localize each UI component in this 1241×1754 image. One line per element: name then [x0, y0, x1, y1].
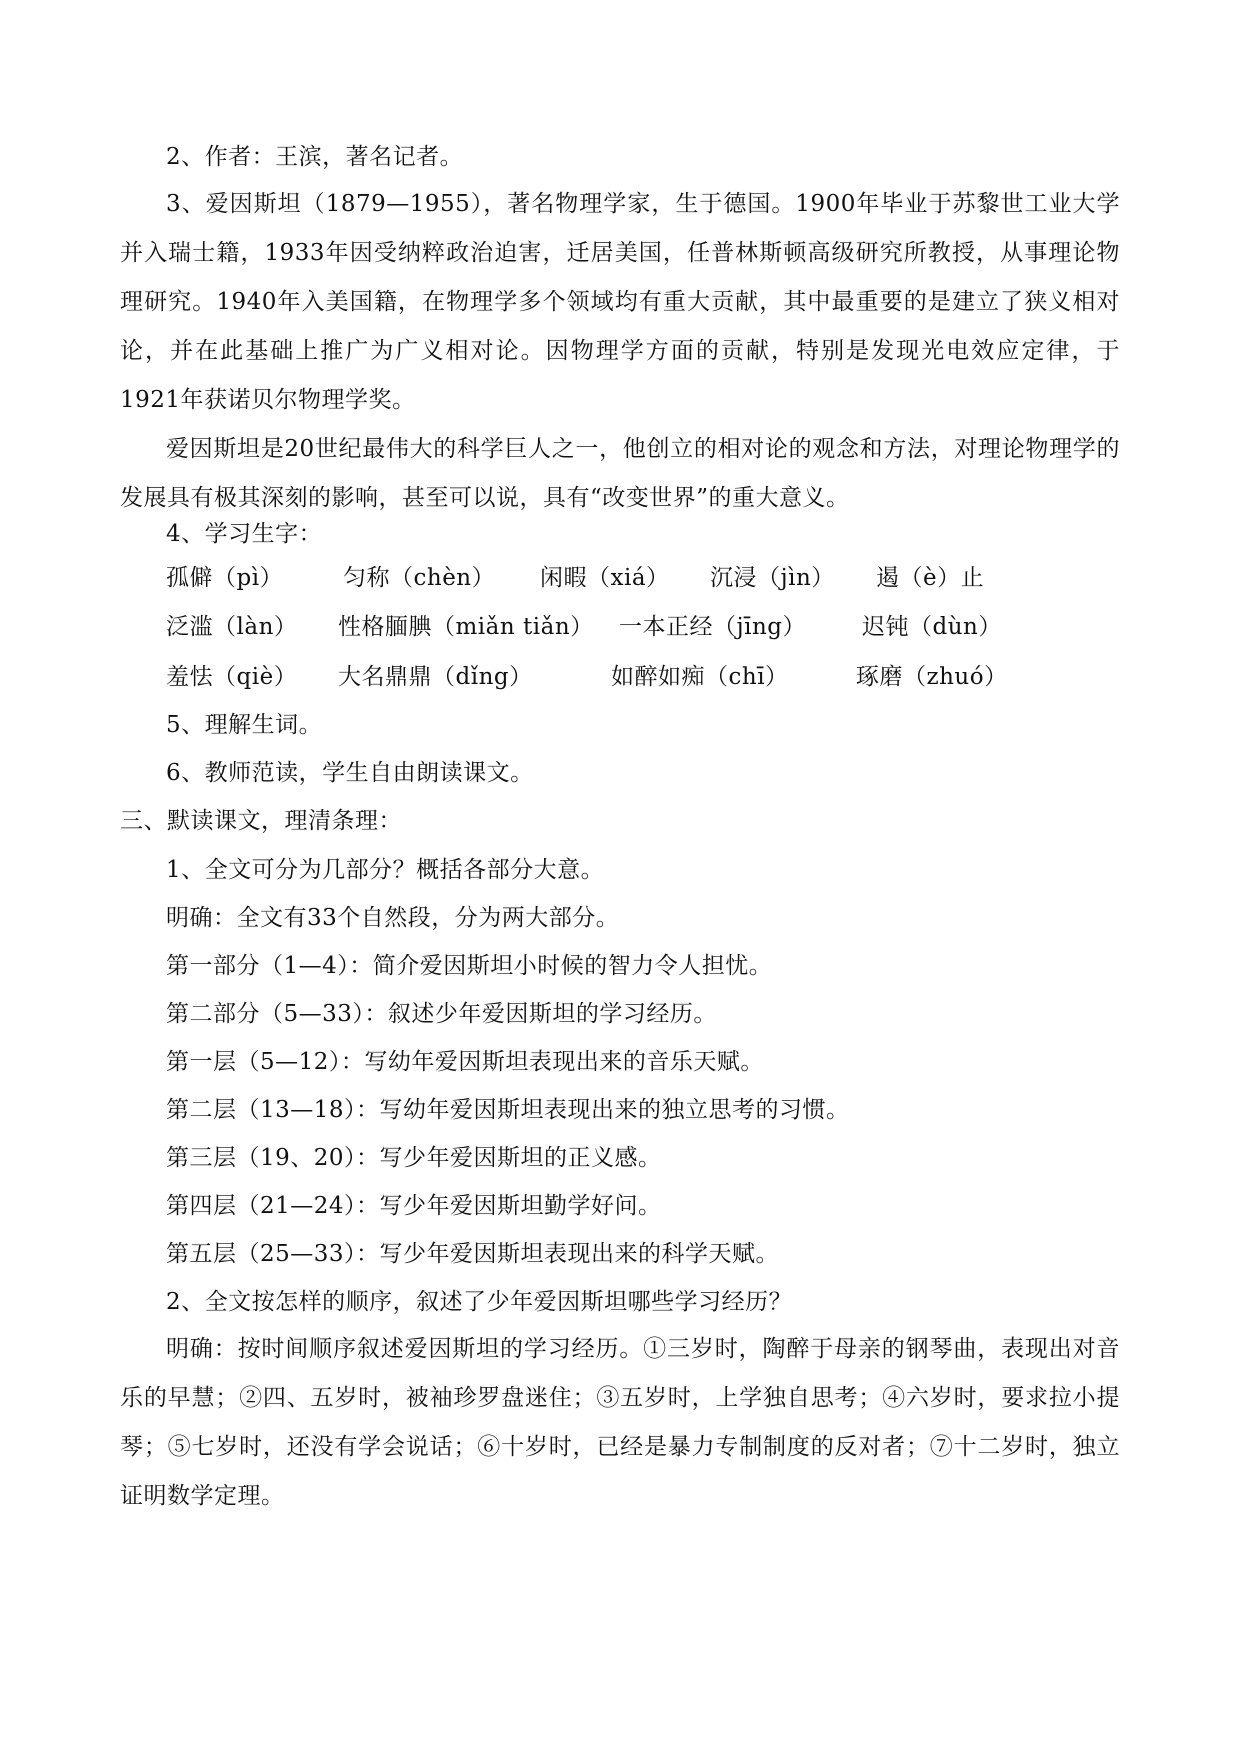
layer-2: 第二层（13—18）：写幼年爱因斯坦表现出来的独立思考的习惯。	[166, 1097, 850, 1123]
question-1: 1、全文可分为几部分？概括各部分大意。	[166, 857, 605, 883]
teacher-reading-line: 6、教师范读，学生自由朗读课文。	[166, 760, 534, 786]
layer-1: 第一层（5—12）：写幼年爱因斯坦表现出来的音乐天赋。	[166, 1049, 764, 1075]
vocab-item: 闲暇（xiá）	[540, 565, 670, 591]
layer-5: 第五层（25—33）：写少年爱因斯坦表现出来的科学天赋。	[166, 1241, 780, 1267]
layer-4: 第四层（21—24）：写少年爱因斯坦勤学好问。	[166, 1193, 662, 1219]
vocab-item: 羞怯（qiè）	[166, 664, 298, 690]
answer-2-paragraph: 明确：按时间顺序叙述爱因斯坦的学习经历。①三岁时，陶醉于母亲的钢琴曲，表现出对音乐的早慧；②四、五岁时，被袖珍罗盘迷住；③五岁时，上学独自思考；④六岁时，要求拉小提琴；⑤七岁时，还没有学会说话；⑥十岁时，已经是暴力专制制度的反对者；⑦十二岁时，独立证明数学定理。	[120, 1336, 1120, 1509]
section-heading-3: 三、默读课文，理清条理：	[120, 808, 402, 834]
vocab-item: 琢磨（zhuó）	[856, 664, 1008, 690]
vocab-item: 遏（è）止	[876, 565, 985, 591]
vocab-item: 一本正经（jīng）	[619, 614, 807, 640]
vocab-item: 沉浸（jìn）	[710, 565, 835, 591]
vocab-item: 大名鼎鼎（dǐng）	[338, 664, 533, 690]
part-2-summary: 第二部分（5—33）：叙述少年爱因斯坦的学习经历。	[166, 1001, 717, 1027]
author-line: 2、作者：王滨，著名记者。	[166, 144, 464, 170]
vocab-item: 迟钝（dùn）	[862, 614, 1002, 640]
vocab-item: 孤僻（pì）	[166, 565, 284, 591]
part-1-summary: 第一部分（1—4）：简介爱因斯坦小时候的智力令人担忧。	[166, 953, 773, 979]
vocab-understanding-line: 5、理解生词。	[166, 712, 323, 738]
vocab-item: 如醉如痴（chī）	[611, 664, 789, 690]
layer-3: 第三层（19、20）：写少年爱因斯坦的正义感。	[166, 1145, 662, 1171]
vocab-item: 泛滥（làn）	[166, 614, 298, 640]
einstein-significance-paragraph: 爱因斯坦是20世纪最伟大的科学巨人之一，他创立的相对论的观念和方法，对理论物理学的发展具有极其深刻的影响，甚至可以说，具有“改变世界”的重大意义。	[120, 436, 1120, 511]
vocab-heading: 4、学习生字：	[166, 521, 323, 547]
question-2: 2、全文按怎样的顺序，叙述了少年爱因斯坦哪些学习经历？	[166, 1289, 793, 1315]
vocab-item: 匀称（chèn）	[343, 565, 496, 591]
answer-1: 明确：全文有33个自然段，分为两大部分。	[166, 905, 620, 931]
vocab-item: 性格腼腆（miǎn tiǎn）	[338, 614, 594, 640]
einstein-bio-paragraph: 3、爱因斯坦（1879—1955），著名物理学家，生于德国。1900年毕业于苏黎世工业大学并入瑞士籍，1933年因受纳粹政治迫害，迁居美国，任普林斯顿高级研究所教授，从事理论物理研究。1940年入美国籍，在物理学多个领域均有重大贡献，其中最重要的是建立了狭义相对论，并在此基础上推广为广义相对论。因物理学方面的贡献，特别是发现光电效应定律，于1921年获诺贝尔物理学奖。	[120, 191, 1120, 413]
